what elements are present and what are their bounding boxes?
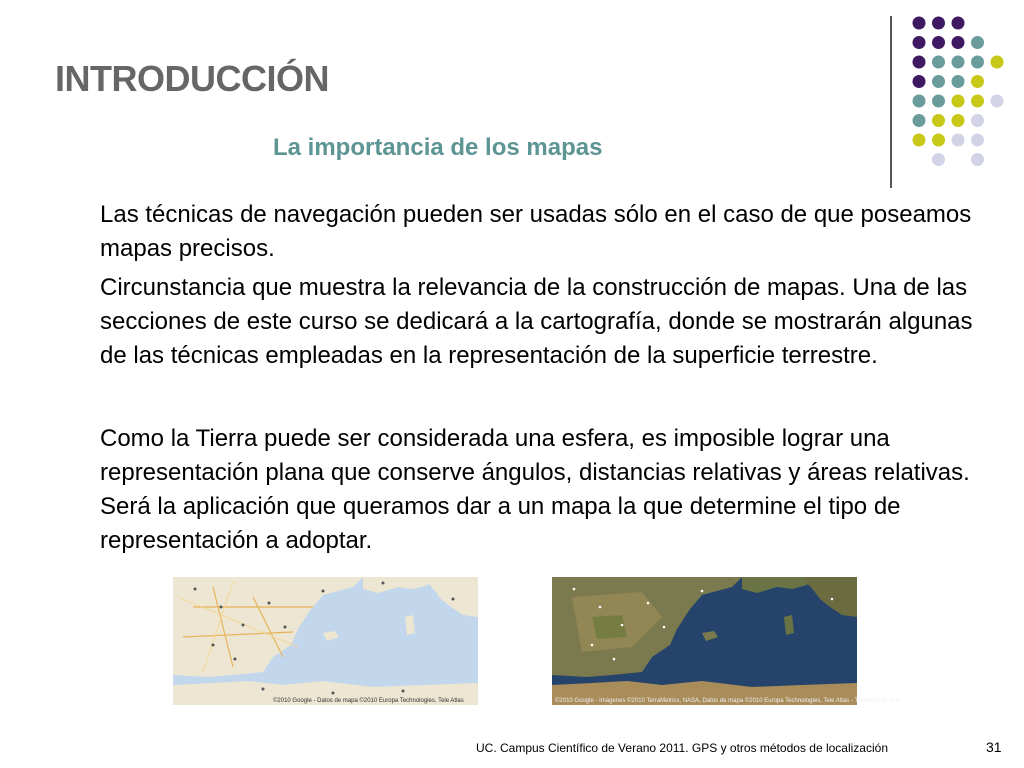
decorative-dot (913, 17, 926, 30)
decorative-dot (932, 75, 945, 88)
decorative-dot (971, 75, 984, 88)
decorative-dot (971, 95, 984, 108)
road-map-image (173, 577, 478, 705)
decorative-dot (971, 56, 984, 69)
decorative-dot (913, 114, 926, 127)
decorative-dot (991, 56, 1004, 69)
decorative-dot (913, 36, 926, 49)
slide-title: INTRODUCCIÓN (55, 58, 329, 99)
decorative-dot (932, 17, 945, 30)
paragraph-2: Circunstancia que muestra la relevancia de la construcción de mapas. Una de las secciones de este curso se dedicará a la cartografía, donde se mostrarán algunas de las técnicas empleadas en la representación de la superficie terrestre. (100, 274, 973, 369)
decorative-dot (913, 75, 926, 88)
decorative-dot (932, 95, 945, 108)
decorative-dot (971, 153, 984, 166)
decorative-dot (952, 95, 965, 108)
satellite-map-image (552, 577, 900, 705)
slide-footer: UC. Campus Científico de Verano 2011. GPS y otros métodos de localización (476, 741, 888, 755)
page-number: 31 (986, 739, 1002, 755)
decorative-dot (913, 134, 926, 147)
decorative-dot (932, 114, 945, 127)
decorative-dot (932, 36, 945, 49)
paragraph-1: Las técnicas de navegación pueden ser usadas sólo en el caso de que poseamos mapas precisos. (100, 201, 972, 262)
decorative-dot (952, 75, 965, 88)
decorative-dot (932, 134, 945, 147)
slide-subtitle: La importancia de los mapas (273, 134, 603, 161)
decorative-dot (932, 56, 945, 69)
decorative-dot (952, 134, 965, 147)
paragraph-3: Como la Tierra puede ser considerada una esfera, es imposible lograr una representación plana que conserve ángulos, distancias relativas y áreas relativas. Será la aplicación que queramos dar a un mapa la que determine el tipo de representación a adoptar. (100, 425, 970, 554)
decorative-divider (890, 16, 892, 188)
decorative-dot (952, 36, 965, 49)
decorative-dot (971, 36, 984, 49)
decorative-dot (971, 114, 984, 127)
decorative-dot (971, 134, 984, 147)
decorative-dot (952, 56, 965, 69)
decorative-dot (913, 95, 926, 108)
decorative-dot (991, 95, 1004, 108)
satellite-map-credit: ©2010 Google - Imágenes ©2010 TerraMetrics, NASA, Datos de mapa ©2010 Europa Technologies, Tele Atlas - Términos de uso (555, 698, 900, 704)
decorative-dot-grid (0, 0, 1024, 200)
road-map-credit: ©2010 Google - Datos de mapa ©2010 Europa Technologies, Tele Atlas (273, 698, 464, 704)
decorative-dot (952, 114, 965, 127)
decorative-dot (913, 56, 926, 69)
decorative-dot (932, 153, 945, 166)
decorative-dot (952, 17, 965, 30)
